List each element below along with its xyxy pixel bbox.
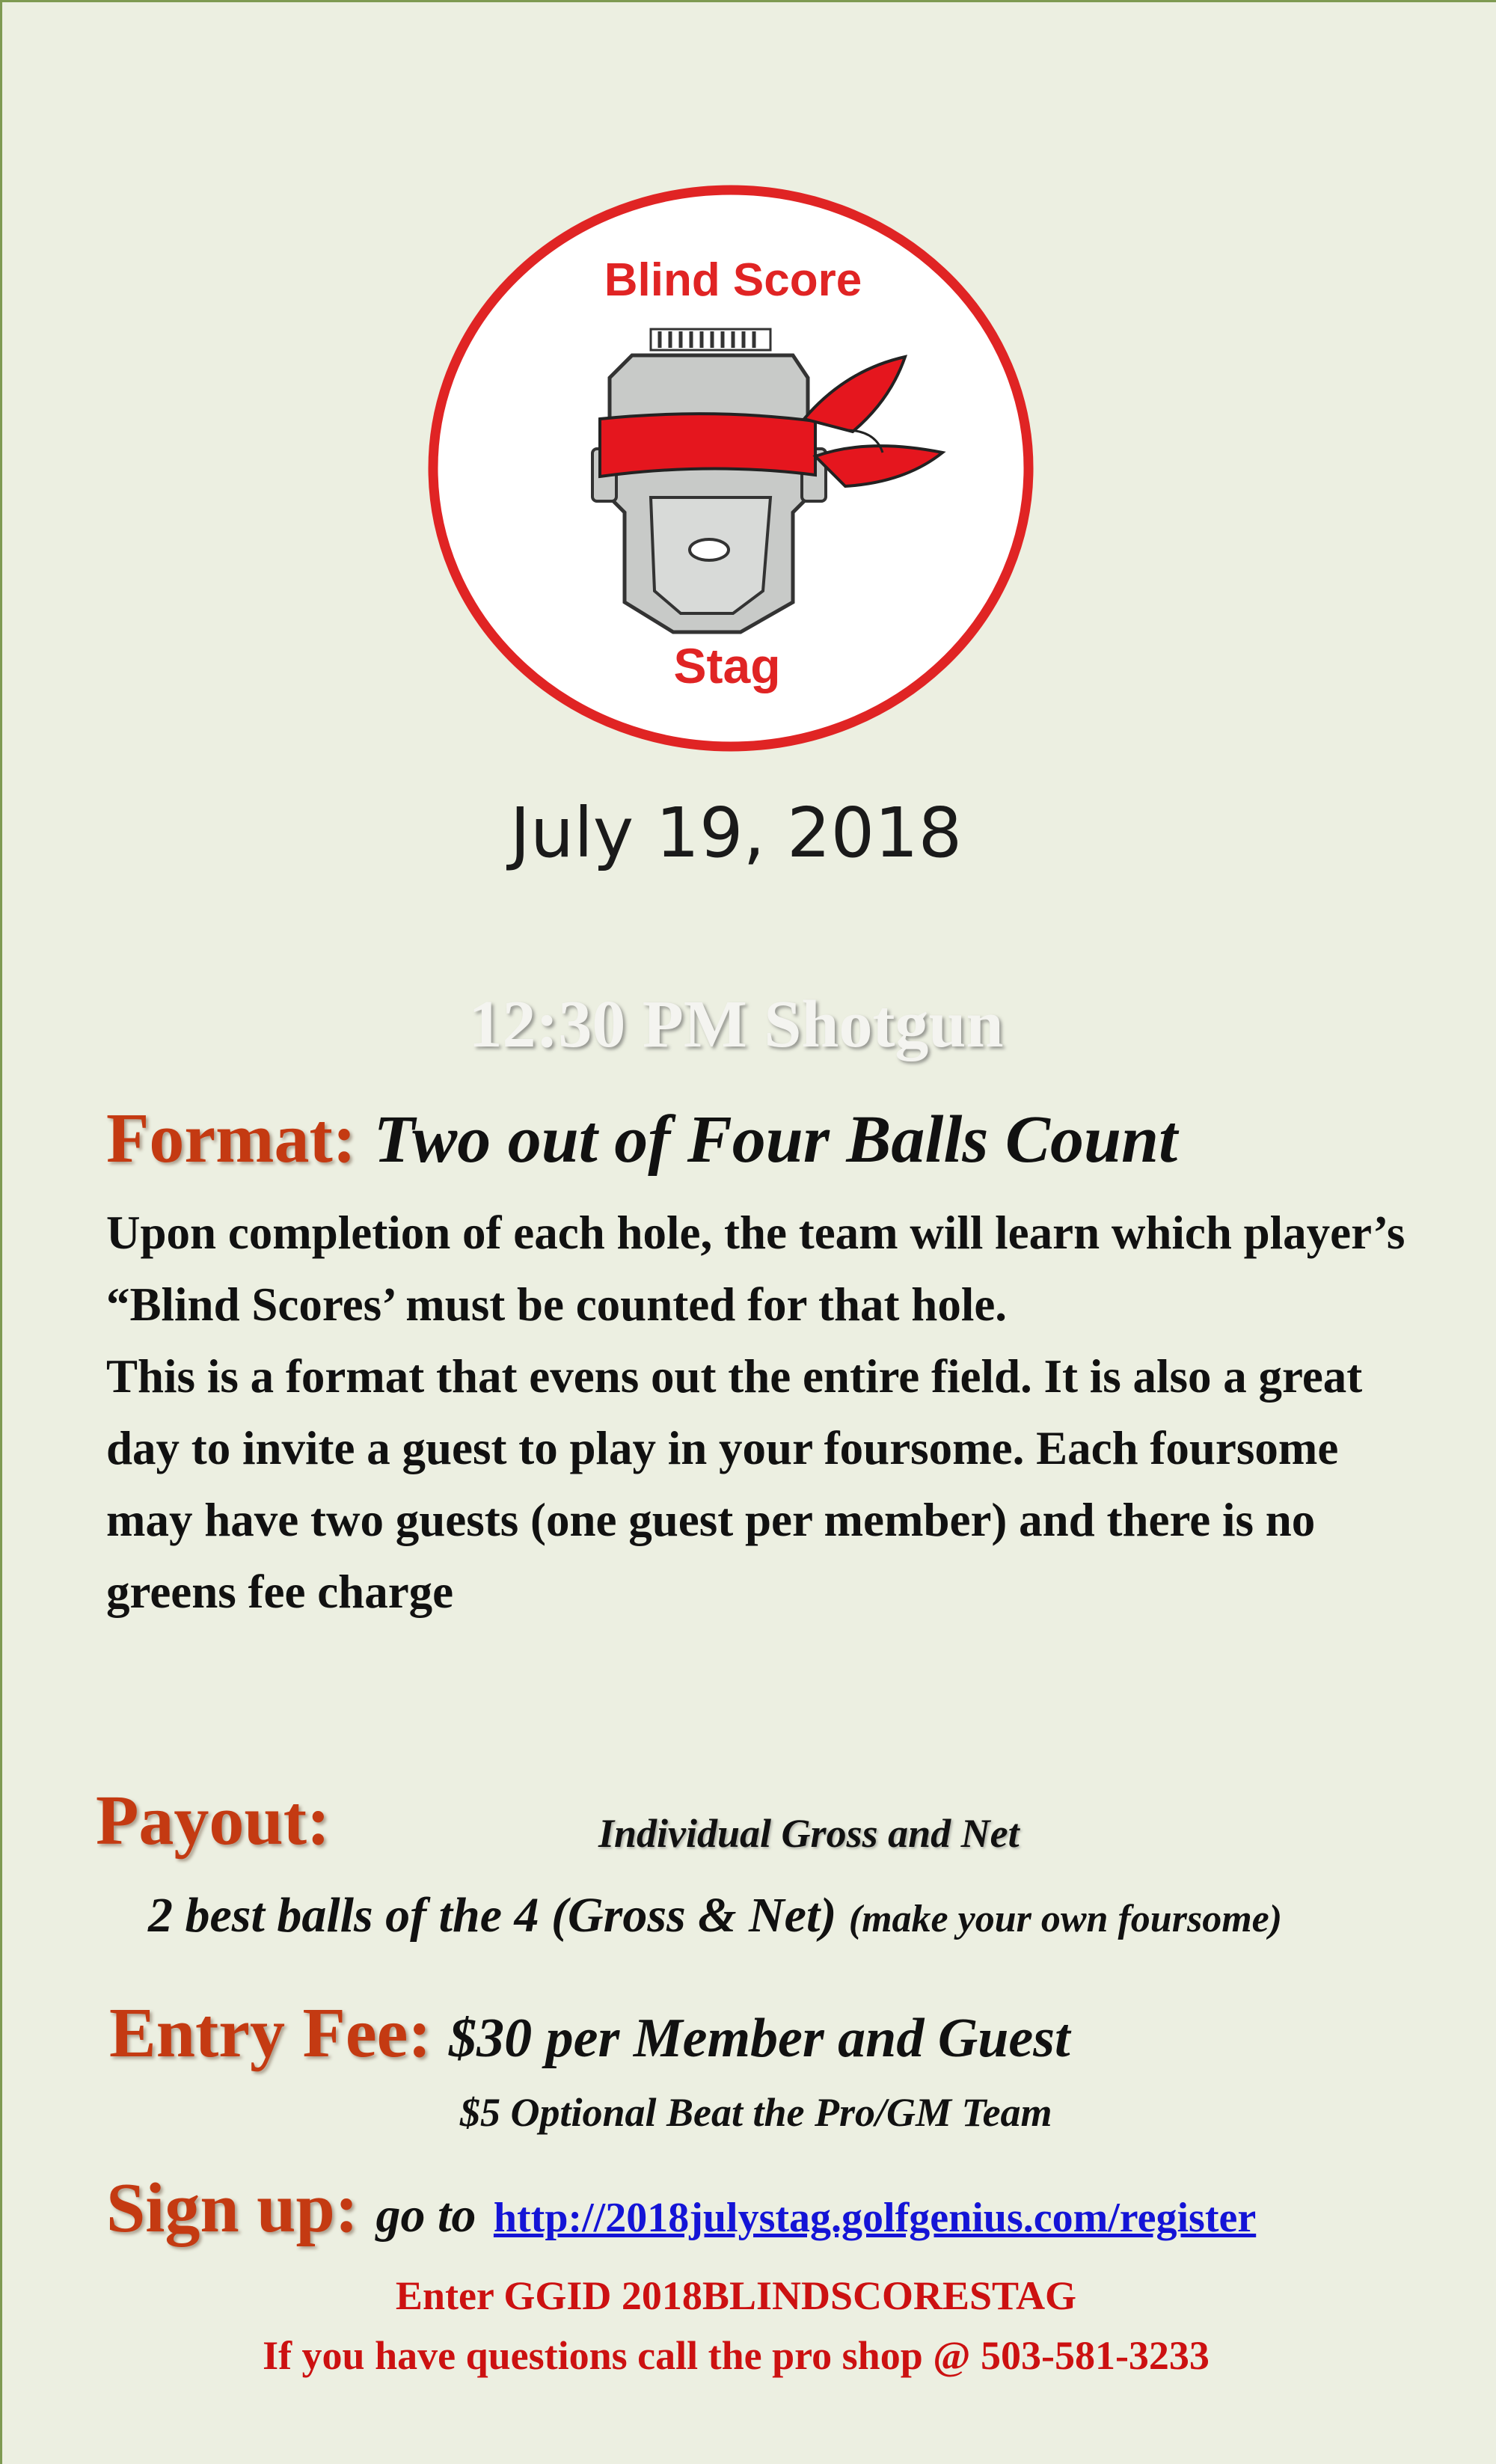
format-paragraph-2: This is a format that evens out the entire field. It is also a great day to invite a guest to play in your foursome. Each foursome may have two guests (one guest per member) and there is no greens fee charge	[106, 1350, 1363, 1618]
entry-fee-label: Entry Fee:	[109, 1994, 432, 2072]
shotgun-time: 12:30 PM Shotgun	[468, 987, 1004, 1061]
signup-label: Sign up:	[106, 2169, 359, 2247]
pro-shop-contact: If you have questions call the pro shop @ 503-581-3233	[263, 2333, 1210, 2378]
payout-team-note: (make your own foursome)	[848, 1898, 1283, 1940]
format-description	[106, 1197, 1423, 1628]
entry-fee-amount: $30 per Member and Guest	[449, 2008, 1070, 2069]
blind-score-stag-logo	[426, 183, 1036, 753]
optional-fee: $5 Optional Beat the Pro/GM Team	[460, 2090, 1052, 2135]
logo-bottom-text: Stag	[673, 638, 781, 693]
signup-goto: go to	[375, 2188, 476, 2243]
ggid-instruction: Enter GGID 2018BLINDSCORESTAG	[395, 2273, 1077, 2318]
payout-team-text: 2 best balls of the 4 (Gross & Net)	[148, 1888, 837, 1943]
signup-link[interactable]: http://2018julystag.golfgenius.com/register	[493, 2195, 1257, 2241]
event-date: July 19, 2018	[509, 793, 963, 873]
format-label: Format:	[106, 1100, 357, 1177]
format-title: Two out of Four Balls Count	[373, 1103, 1178, 1177]
payout-individual: Individual Gross and Net	[598, 1811, 1020, 1856]
format-paragraph-1: Upon completion of each hole, the team will learn which player’s “Blind Scores’ must be counted for that hole.	[106, 1207, 1405, 1331]
logo-top-text: Blind Score	[604, 254, 862, 306]
format-heading	[106, 1098, 1177, 1179]
signup-line	[106, 2168, 1256, 2249]
payout-label: Payout:	[96, 1782, 331, 1860]
entry-fee-line	[109, 1993, 1070, 2074]
payout-team-line	[148, 1887, 1282, 1944]
